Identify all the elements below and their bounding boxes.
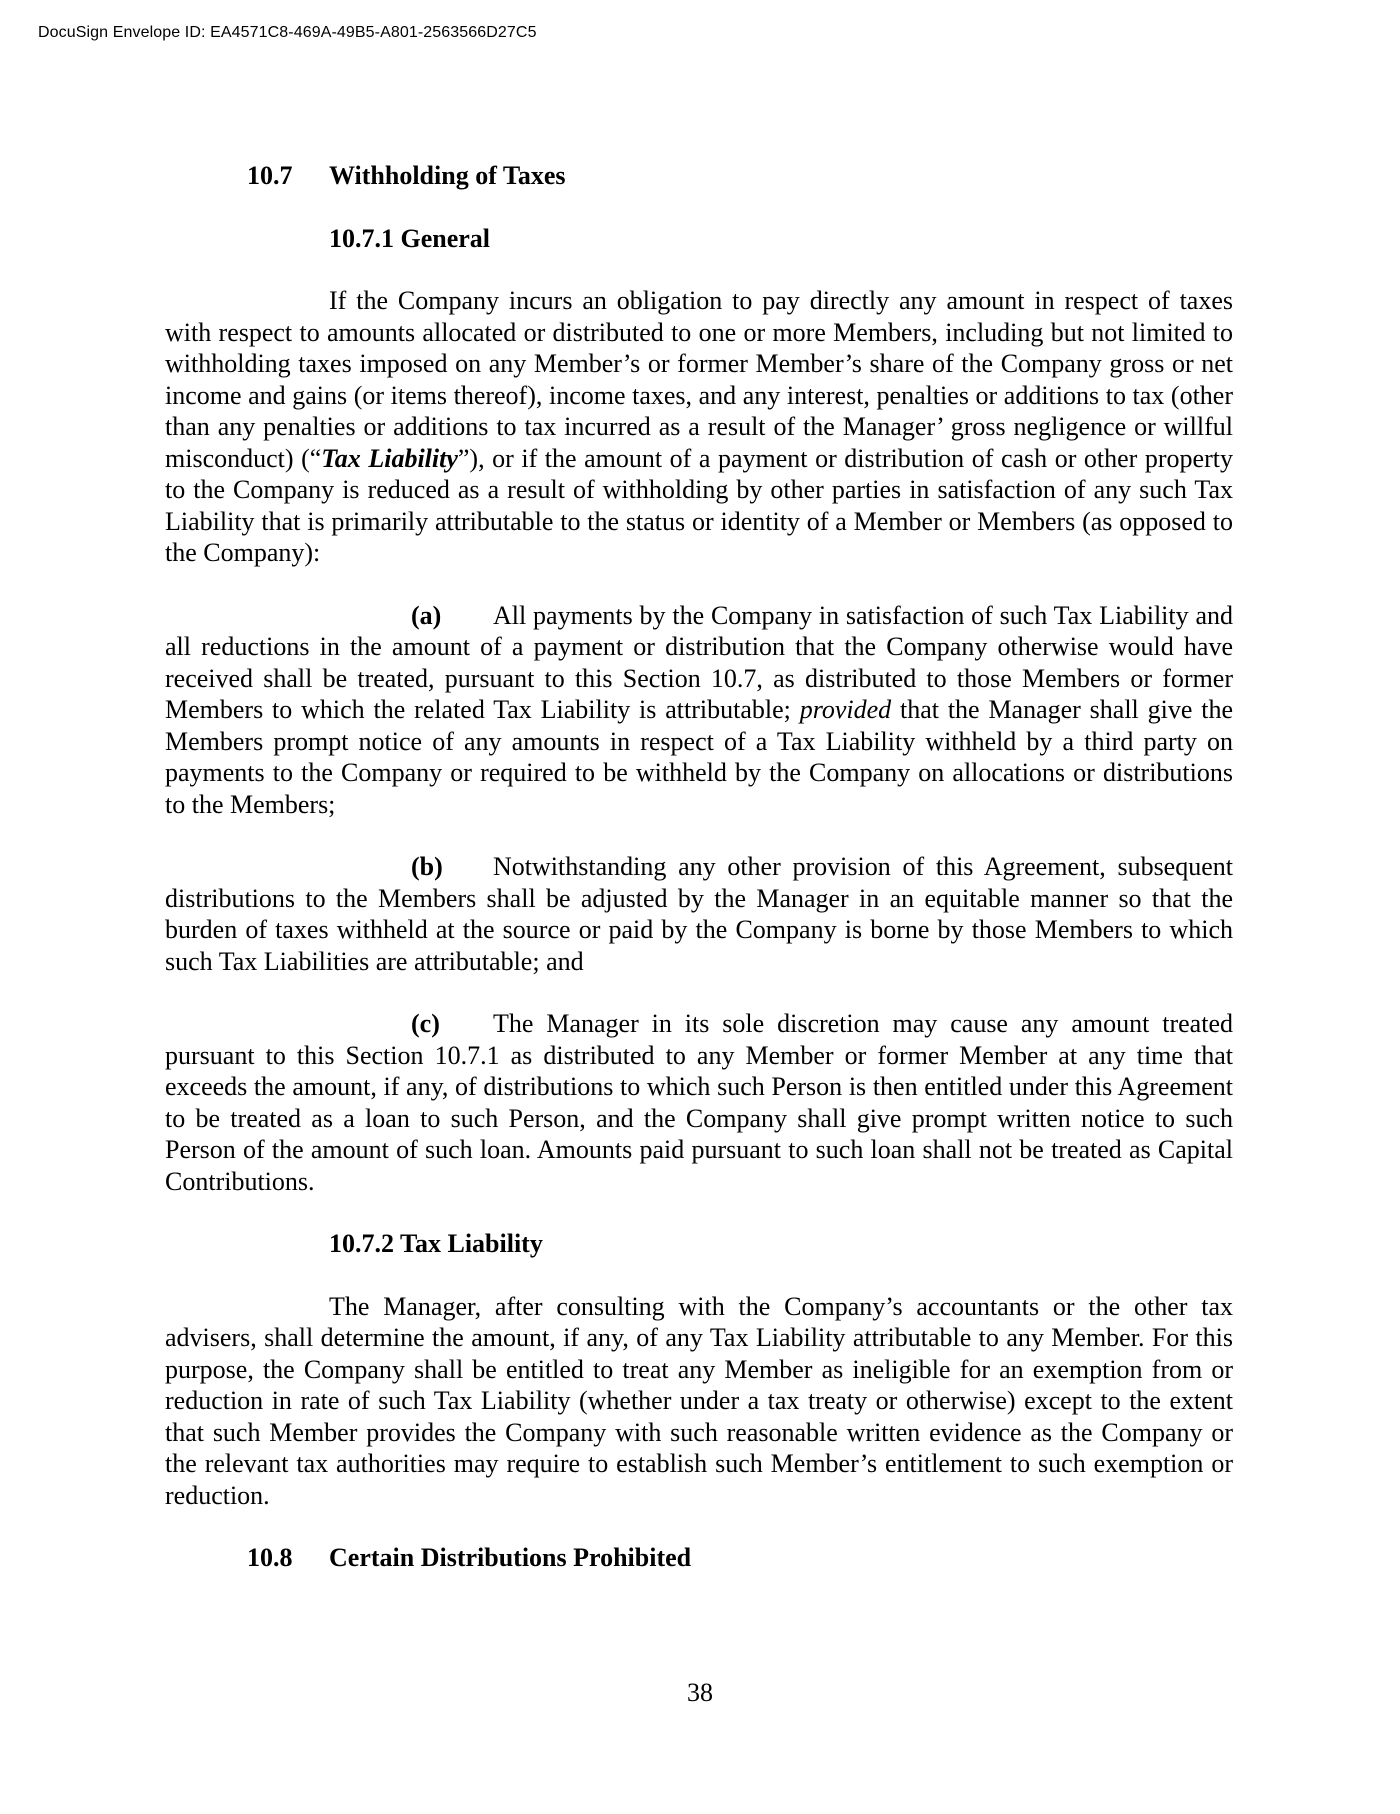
docusign-envelope-id: DocuSign Envelope ID: EA4571C8-469A-49B5-A801-2563566D27C5 <box>38 24 537 41</box>
clause-b-text: Notwithstanding any other provision of this Agreement, subsequent distributions to the Members shall be adjusted by the Manager in an equitable manner so that the burden of taxes withheld at the source or paid by the Company is borne by those Members to which such Tax Liabilities are attributable; and <box>165 852 1233 976</box>
clause-b-label: (b) <box>411 852 443 881</box>
defined-term-tax-liability: Tax Liability <box>321 443 458 473</box>
section-heading-10-8 <box>165 1542 1233 1574</box>
subsection-heading-10-7-2: 10.7.2 Tax Liability <box>329 1229 543 1258</box>
subsection-heading-10-7-1: 10.7.1 General <box>329 223 491 253</box>
clause-b <box>165 851 1233 977</box>
clause-c-label: (c) <box>411 1009 440 1038</box>
document-body <box>165 160 1233 1574</box>
section-title: Certain Distributions Prohibited <box>329 1543 692 1572</box>
intro-text-part1: If the Company incurs an obligation to pay directly any amount in respect of taxes with respect to amounts allocated or distributed to one or more Members, including but not limited to withholding taxes imposed on any Member’s or former Member’s share of the Company gross or net income and gains (or items thereof), income taxes, and any interest, penalties or additions to tax (other than any penalties or additions to tax incurred as a result of the Manager’ gross negligence or willful misconduct) (“ <box>165 286 1233 473</box>
section-heading-10-7 <box>165 160 1233 192</box>
clause-a-text-part2: that the Manager shall give the Members prompt notice of any amounts in respect of a Tax Liability withheld by a third party on payments to the Company or required to be withheld by the Company on allocations or distributions to the Members; <box>165 695 1233 819</box>
clause-a-label: (a) <box>411 600 442 630</box>
clause-a <box>165 600 1233 821</box>
section-number: 10.7 <box>247 161 293 190</box>
clause-c-text: The Manager in its sole discretion may cause any amount treated pursuant to this Section 10.7.1 as distributed to any Member or former Member at any time that exceeds the amount, if any, of distributions to which such Person is then entitled under this Agreement to be treated as a loan to such Person, and the Company shall give prompt written notice to such Person of the amount of such loan. Amounts paid pursuant to such loan shall not be treated as Capital Contributions. <box>165 1009 1233 1196</box>
section-number: 10.8 <box>247 1543 293 1572</box>
intro-text-part2: ”), or if the amount of a payment or distribution of cash or other property to the Company is reduced as a result of withholding by other parties in satisfaction of any such Tax Liability that is primarily attributable to the status or identity of a Member or Members (as opposed to the Company): <box>165 443 1233 567</box>
clause-a-text-part1: All payments by the Company in satisfaction of such Tax Liability and all reductions in the amount of a payment or distribution that the Company otherwise would have received shall be treated, pursuant to this Section 10.7, as distributed to those Members or former Members to which the related Tax Liability is attributable; <box>165 600 1233 724</box>
tax-liability-paragraph: The Manager, after consulting with the Company’s accountants or the other tax advisers, shall determine the amount, if any, of any Tax Liability attributable to any Member. For this purpose, the Company shall be entitled to treat any Member as ineligible for an exemption from or reduction in rate of such Tax Liability (whether under a tax treaty or otherwise) except to the extent that such Member provides the Company with such reasonable written evidence as the Company or the relevant tax authorities may require to establish such Member’s entitlement to such exemption or reduction. <box>165 1291 1233 1510</box>
general-intro-paragraph <box>165 285 1233 569</box>
section-title: Withholding of Taxes <box>329 161 566 190</box>
page-number: 38 <box>687 1678 713 1707</box>
clause-c <box>165 1008 1233 1197</box>
clause-a-italic-provided: provided <box>799 695 892 724</box>
